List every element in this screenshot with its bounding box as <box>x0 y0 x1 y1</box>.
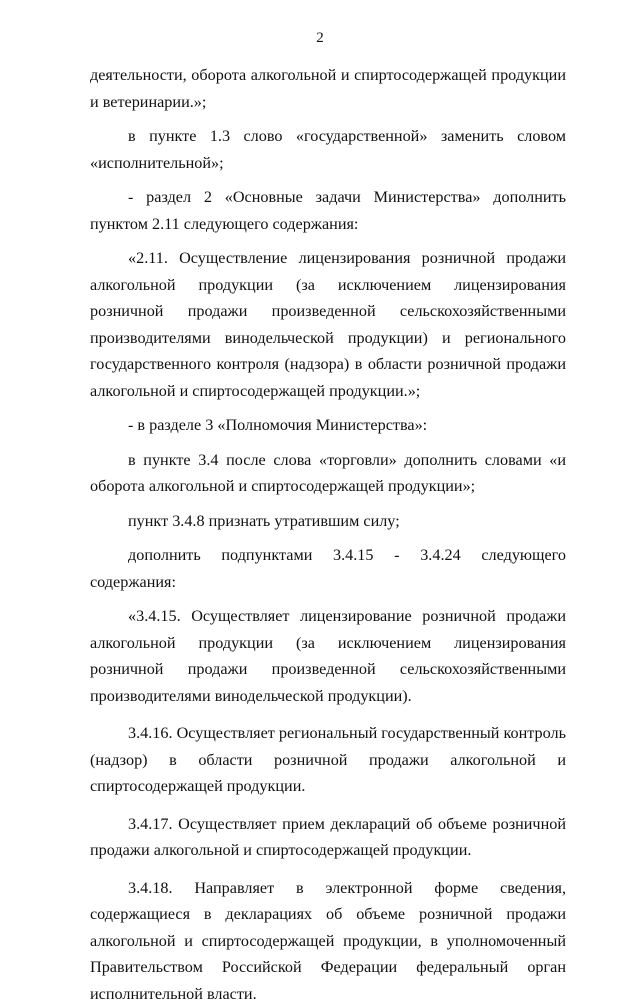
paragraph-3-4-16: 3.4.16. Осуществляет региональный государственный контроль (надзор) в области розничной продажи алкогольной и спиртосодержащей продукции. <box>90 720 566 800</box>
document-body <box>90 62 566 1007</box>
paragraph-item-1-3: в пункте 1.3 слово «государственной» заменить словом «исполнительной»; <box>90 123 566 176</box>
paragraph-section-3: - в разделе 3 «Полномочия Министерства»: <box>90 412 566 439</box>
page-number: 2 <box>0 30 640 47</box>
paragraph-item-3-4-8: пункт 3.4.8 признать утратившим силу; <box>90 508 566 535</box>
paragraph-3-4-17: 3.4.17. Осуществляет прием деклараций об объеме розничной продажи алкогольной и спиртосодержащей продукции. <box>90 811 566 864</box>
paragraph-section-2: - раздел 2 «Основные задачи Министерства» дополнить пунктом 2.11 следующего содержания: <box>90 184 566 237</box>
paragraph-continuation: деятельности, оборота алкогольной и спиртосодержащей продукции и ветеринарии.»; <box>90 62 566 115</box>
paragraph-2-11: «2.11. Осуществление лицензирования розничной продажи алкогольной продукции (за исключением лицензирования розничной продажи произведенной сельскохозяйственными производителями винодельческой продукции) и регионального государственного контроля (надзора) в области розничной продажи алкогольной и спиртосодержащей продукции.»; <box>90 245 566 404</box>
paragraph-add-subitems: дополнить подпунктами 3.4.15 - 3.4.24 следующего содержания: <box>90 542 566 595</box>
paragraph-3-4-15: «3.4.15. Осуществляет лицензирование розничной продажи алкогольной продукции (за исключением лицензирования розничной продажи произведенной сельскохозяйственными производителями винодельческой продукции). <box>90 603 566 709</box>
paragraph-3-4-18: 3.4.18. Направляет в электронной форме сведения, содержащиеся в декларациях об объеме розничной продажи алкогольной и спиртосодержащей продукции, в уполномоченный Правительством Российской Федерации федеральный орган исполнительной власти. <box>90 875 566 1007</box>
paragraph-item-3-4: в пункте 3.4 после слова «торговли» дополнить словами «и оборота алкогольной и спиртосодержащей продукции»; <box>90 447 566 500</box>
